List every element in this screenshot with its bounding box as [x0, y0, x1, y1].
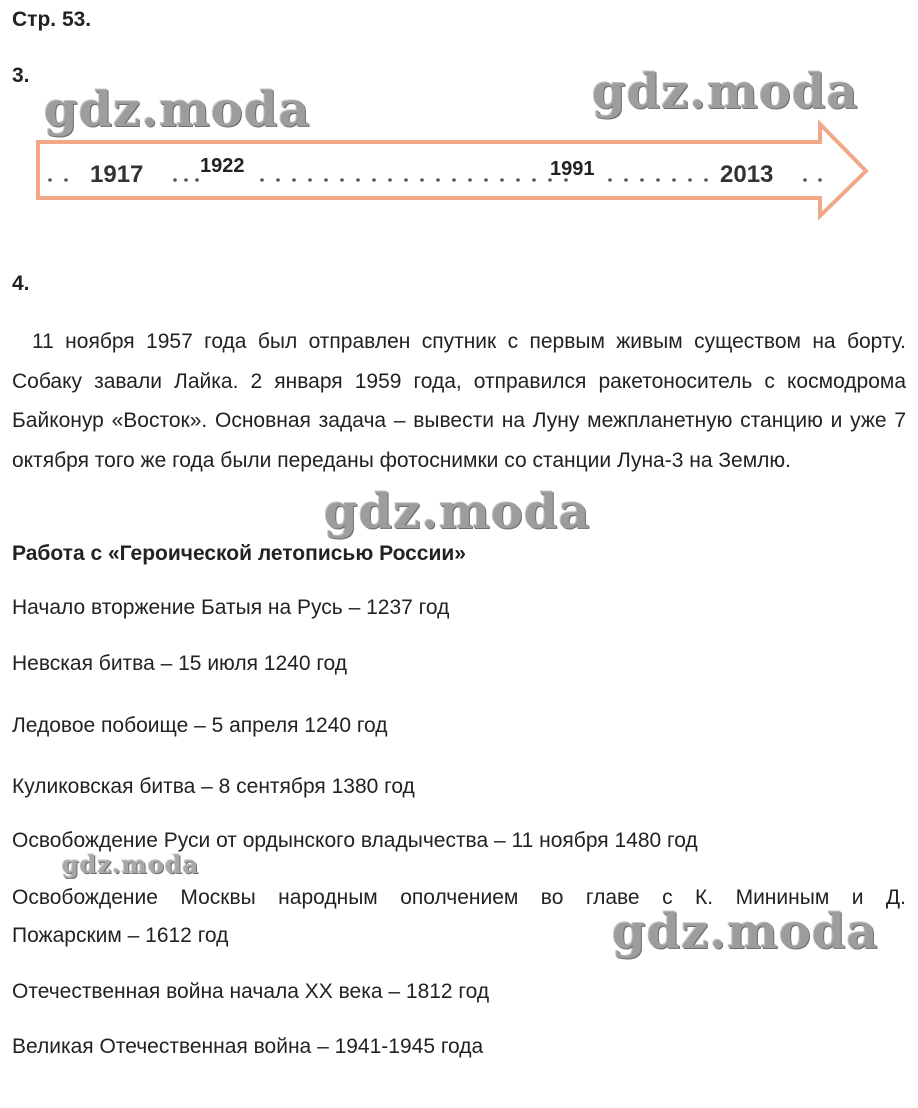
list-item: Пожарским – 1612 год [12, 924, 229, 947]
list-item: Ледовое побоище – 5 апреля 1240 год [12, 714, 388, 737]
watermark-logo: gdz.moda [324, 484, 591, 540]
exercise-4-number: 4. [12, 272, 30, 295]
timeline-year-1917: 1917 [90, 161, 144, 188]
watermark-logo: gdz.moda [612, 904, 879, 960]
timeline-year-2013: 2013 [720, 161, 774, 188]
page-reference: Стр. 53. [12, 8, 92, 31]
list-item: Начало вторжение Батыя на Русь – 1237 год [12, 596, 450, 619]
watermark-logo: gdz.moda [44, 82, 311, 138]
exercise-3-number: 3. [12, 64, 30, 87]
list-item: Освобождение Москвы народным ополчением во главе с К. Мининым и Д. [12, 886, 906, 909]
list-item: Невская битва – 15 июля 1240 год [12, 652, 348, 675]
section-title: Работа с «Героической летописью России» [12, 542, 466, 565]
list-item: Отечественная война начала XX века – 1812 год [12, 980, 490, 1003]
list-item: Великая Отечественная война – 1941-1945 года [12, 1035, 484, 1058]
list-item: Освобождение Руси от ордынского владычества – 11 ноября 1480 год [12, 829, 698, 852]
timeline-year-1991: 1991 [550, 158, 595, 180]
exercise-4-paragraph: 11 ноября 1957 года был отправлен спутник с первым живым существом на борту. Собаку завали Лайка. 2 января 1959 года, отправился ракетоноситель с космодрома Байконур «Восток». Основная задача – вывести на Луну межпланетную станцию и уже 7 октября того же года были переданы фотоснимки со станции Луна-3 на Землю. [12, 330, 906, 472]
list-item: Куликовская битва – 8 сентября 1380 год [12, 775, 415, 798]
timeline-year-1922: 1922 [200, 155, 245, 177]
watermark-logo: gdz.moda [592, 64, 859, 120]
watermark-logo: gdz.moda [62, 850, 200, 879]
